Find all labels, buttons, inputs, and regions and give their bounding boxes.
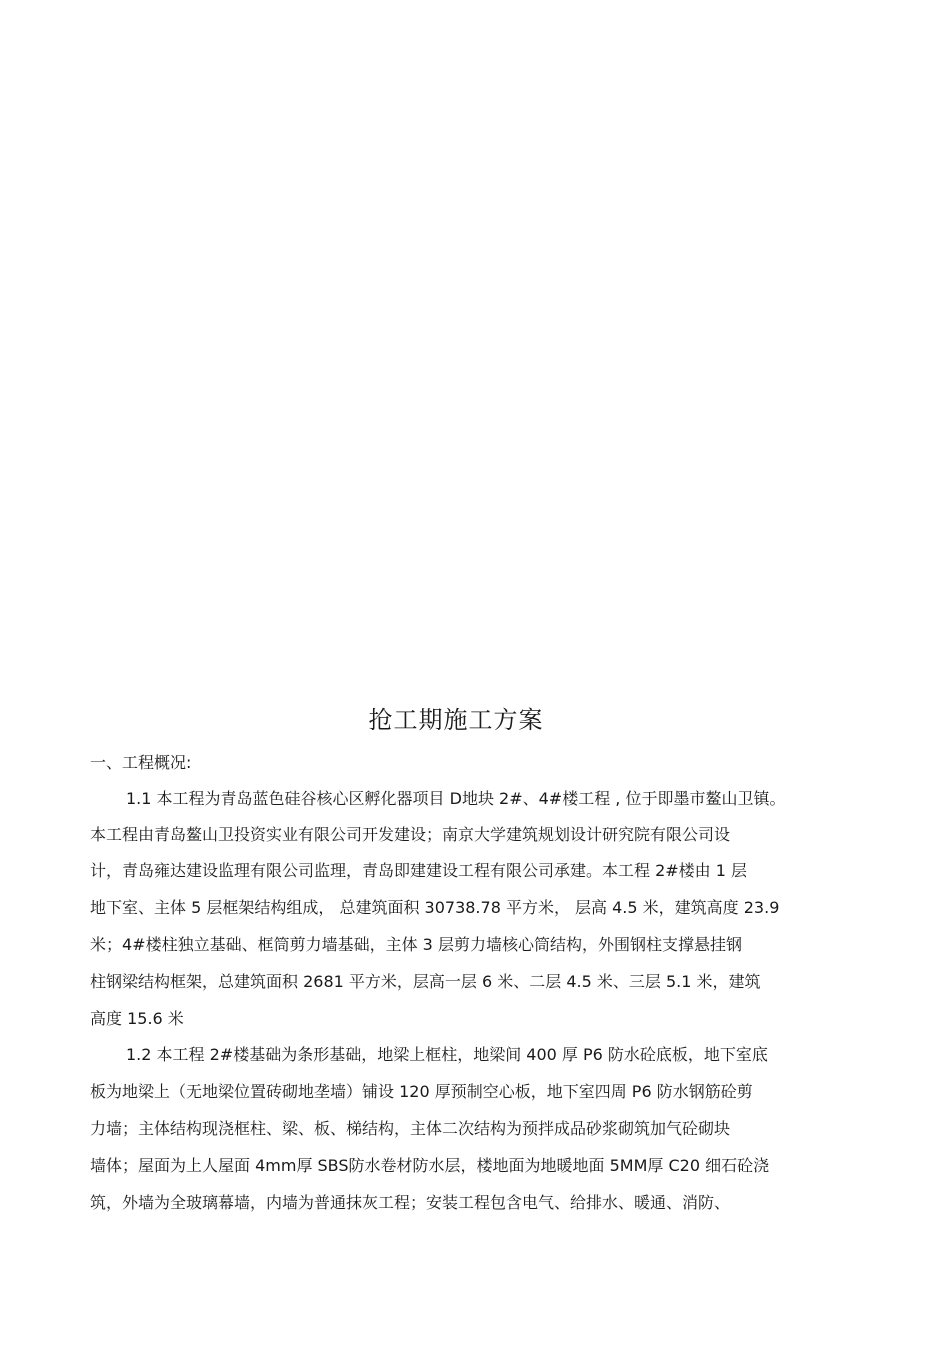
paragraph-2-line-4: 墙体；屋面为上人屋面 4mm厚 SBS防水卷材防水层，楼地面为地暖地面 5MM厚 C20 细石砼浇 <box>90 1156 770 1175</box>
paragraph-2-line-1: 1.2 本工程 2#楼基础为条形基础，地梁上框柱，地梁间 400 厚 P6 防水砼底板，地下室底 <box>126 1045 768 1064</box>
paragraph-1-line-4: 地下室、主体 5 层框架结构组成， 总建筑面积 30738.78 平方米， 层高 4.5 米，建筑高度 23.9 <box>90 898 780 917</box>
paragraph-2-line-3: 力墙；主体结构现浇框柱、梁、板、梯结构，主体二次结构为预拌成品砂浆砌筑加气砼砌块 <box>90 1119 731 1138</box>
paragraph-1-line-2: 本工程由青岛鳌山卫投资实业有限公司开发建设；南京大学建筑规划设计研究院有限公司设 <box>90 825 731 844</box>
document-title: 抢工期施工方案 <box>368 706 544 734</box>
paragraph-2-line-5: 筑，外墙为全玻璃幕墙，内墙为普通抹灰工程；安装工程包含电气、给排水、暖通、消防、 <box>90 1193 731 1212</box>
paragraph-1-line-5: 米；4#楼柱独立基础、框筒剪力墙基础，主体 3 层剪力墙核心筒结构，外围钢柱支撑悬挂钢 <box>90 935 742 954</box>
paragraph-2-line-2: 板为地梁上（无地梁位置砖砌地垄墙）铺设 120 厚预制空心板，地下室四周 P6 防水钢筋砼剪 <box>90 1082 753 1101</box>
paragraph-1-line-1: 1.1 本工程为青岛蓝色硅谷核心区孵化器项目 D地块 2#、4#楼工程 , 位于即墨市鳌山卫镇。 <box>126 789 786 808</box>
section-heading: 一、工程概况: <box>90 753 192 772</box>
paragraph-1-line-6: 柱钢梁结构框架，总建筑面积 2681 平方米，层高一层 6 米、二层 4.5 米、三层 5.1 米，建筑 <box>90 972 761 991</box>
paragraph-1-line-3: 计，青岛雍达建设监理有限公司监理，青岛即建建设工程有限公司承建。本工程 2#楼由 1 层 <box>90 861 748 880</box>
paragraph-1-line-7: 高度 15.6 米 <box>90 1009 184 1028</box>
